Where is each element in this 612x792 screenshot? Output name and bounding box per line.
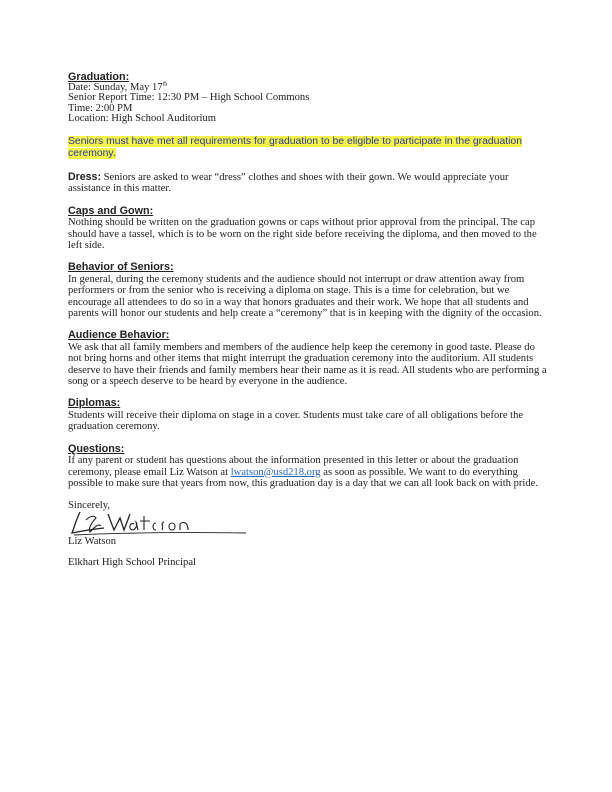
behavior-section [68, 262, 548, 319]
audience-section [68, 330, 548, 387]
caps-text: Nothing should be written on the graduation gowns or caps without prior approval from the principal. The cap should have a tassel, which is to be worn on the right side before receiving the diploma, and then moved to the left side. [68, 217, 537, 251]
caps-heading: Caps and Gown: [68, 204, 154, 217]
questions-text-before: If any parent or student has questions about the information presented in this letter or about the graduation ceremony, please email Liz Watson at [68, 455, 519, 478]
audience-heading: Audience Behavior: [68, 329, 170, 342]
questions-text-after: as soon as possible. We want to do everything possible to make sure that years from now, this graduation day is a day that we can all look back on with pride. [68, 466, 539, 489]
behavior-heading: Behavior of Seniors: [68, 261, 174, 274]
dress-section [68, 172, 548, 195]
questions-text [68, 455, 548, 489]
graduation-date-suffix: th [162, 81, 168, 88]
highlighted-notice-text: Seniors must have met all requirements for graduation to be eligible to participate in the graduation ceremony. [68, 135, 522, 159]
signature-block [68, 500, 548, 568]
graduation-date-text: Date: Sunday, May 17 [68, 81, 163, 93]
email-link[interactable]: lwatson@usd218.org [230, 466, 321, 478]
diplomas-text: Students will receive their diploma on stage in a cover. Students must take care of all obligations before the graduation ceremony. [68, 409, 524, 433]
graduation-heading: Graduation: [68, 71, 130, 83]
graduation-report-time: Senior Report Time: 12:30 PM – High School Commons [68, 92, 310, 104]
signer-title: Elkhart High School Principal [68, 557, 196, 569]
graduation-time: Time: 2:00 PM [68, 102, 133, 114]
signer-name: Liz Watson [68, 535, 117, 547]
letter-page [68, 72, 548, 569]
audience-text: We ask that all family members and members of the audience help keep the ceremony in good taste. Please do not bring horns and other items that might interrupt the graduation ceremony into the auditorium. All students deserve to have their friends and family members hear their name as it is read. All students who are performing a song or a speech deserve to be heard by everyone in the audience. [68, 341, 547, 388]
diplomas-section [68, 398, 548, 432]
graduation-section [68, 72, 548, 125]
graduation-location: Location: High School Auditorium [68, 113, 217, 125]
dress-heading: Dress: [68, 170, 101, 183]
caps-section [68, 206, 548, 252]
diplomas-heading: Diplomas: [68, 397, 121, 410]
dress-text: Seniors are asked to wear “dress” clothes and shoes with their gown. We would appreciate your assistance in this matter. [68, 171, 509, 195]
sincerely-line: Sincerely, [68, 500, 110, 512]
questions-section [68, 444, 548, 490]
questions-heading: Questions: [68, 442, 125, 455]
eligibility-notice [68, 136, 548, 160]
behavior-text: In general, during the ceremony students and the audience should not interrupt or draw attention away from performers or from the senior who is receiving a diploma on stage. This is a time for celebration, but we encourage all attendees to do so in a way that honors graduates and their work. We hope that all students and parents will honor our students and help create a “ceremony” that is in keeping with the dignity of the occasion. [68, 273, 542, 320]
